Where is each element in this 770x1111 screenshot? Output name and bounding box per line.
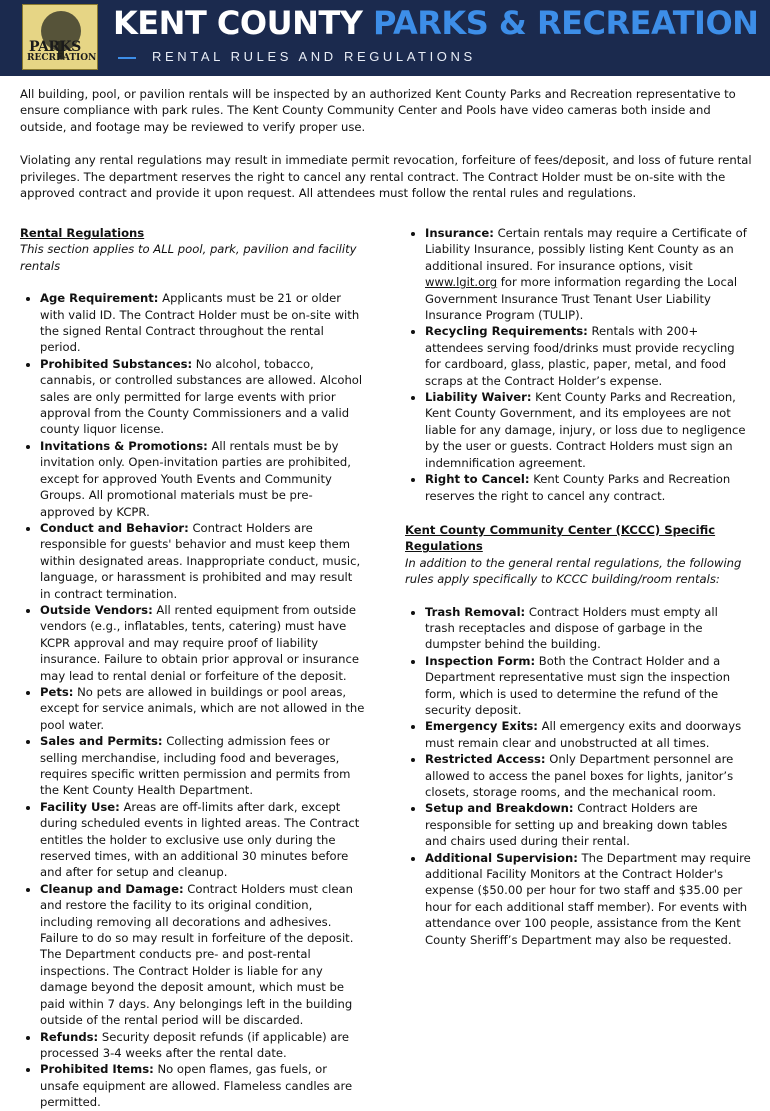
item-term: Facility Use: — [40, 799, 120, 814]
item-text: All emergency exits and doorways must remain clear and unobstructed at all times. — [425, 719, 742, 750]
rental-cont-item — [425, 323, 751, 389]
item-term: Cleanup and Damage: — [40, 881, 184, 896]
item-term: Sales and Permits: — [40, 734, 163, 749]
rental-item — [40, 356, 366, 438]
item-term: Liability Waiver: — [425, 390, 532, 405]
intro-section — [20, 86, 752, 218]
rental-cont-item — [425, 389, 751, 471]
kccc-item — [425, 604, 751, 653]
rental-regulations-note: This section applies to ALL pool, park, pavilion and facility rentals — [20, 242, 357, 273]
item-term: Setup and Breakdown: — [425, 801, 574, 816]
item-text: Contract Holders are responsible for setting up and breaking down tables and chairs used during their rental. — [425, 801, 728, 849]
item-term: Age Requirement: — [40, 291, 159, 306]
item-text: Rentals with 200+ attendees serving food/drinks must provide recycling for cardboard, glass, plastic, paper, metal, and food scraps at the Contract Holder’s expense. — [425, 324, 735, 388]
page-title — [113, 4, 758, 42]
item-term: Outside Vendors: — [40, 602, 153, 617]
rental-item — [40, 1061, 366, 1110]
rental-regulations-continued-list — [405, 225, 751, 323]
item-term: Trash Removal: — [425, 604, 526, 619]
subtitle-accent-line — [118, 57, 136, 59]
item-text: No alcohol, tobacco, cannabis, or controlled substances are allowed. Alcohol sales are only permitted for large events with prior approval from the County Commissioners and a valid county liquor license. — [40, 356, 363, 437]
item-text: Kent County Parks and Recreation, Kent County Government, and its employees are not liable for any damage, injury, or loss due to negligence by the user or guests. Contract Holders must sign an indemnification agreement. — [425, 390, 746, 470]
kccc-regulations-list — [405, 604, 751, 949]
rental-item — [40, 733, 366, 799]
item-text: Kent County Parks and Recreation reserves the right to cancel any contract. — [425, 472, 731, 503]
item-term: Recycling Requirements: — [425, 324, 588, 339]
item-term: Inspection Form: — [425, 653, 536, 668]
item-term: Prohibited Items: — [40, 1062, 154, 1077]
item-text: Collecting admission fees or selling merchandise, including food and beverages, requires specific written permission and permits from the Kent County Health Department. — [40, 734, 351, 798]
kccc-note: In addition to the general rental regulations, the following rules apply specifically to KCCC building/room rentals: — [405, 555, 742, 587]
item-text: Security deposit refunds (if applicable) are processed 3-4 weeks after the rental date. — [40, 1029, 350, 1060]
rental-item — [40, 1029, 366, 1062]
item-text: Applicants must be 21 or older with valid ID. The Contract Holder must be on-site with the signed Rental Contract throughout the rental period. — [40, 291, 360, 355]
item-term: Insurance: — [425, 226, 494, 240]
item-term: Restricted Access: — [425, 752, 546, 767]
kccc-item — [425, 653, 751, 719]
rental-item — [40, 438, 366, 520]
kccc-item — [425, 850, 751, 948]
item-text: for more information regarding the Local Government Insurance Trust Tenant User Liability Insurance Program (TULIP). — [425, 275, 738, 323]
item-term: Emergency Exits: — [425, 719, 538, 734]
rental-item — [40, 881, 366, 1029]
rental-regulations-list — [20, 290, 366, 1110]
item-text: Only Department personnel are allowed to access the panel boxes for lights, janitor’s closets, storage rooms, and the mechanical room. — [425, 752, 734, 799]
title-kent-county: KENT COUNTY — [113, 4, 363, 42]
item-text: Contract Holders must empty all trash receptacles and dispose of garbage in the dumpster behind the building. — [425, 604, 718, 652]
logo-text-recreation: RECREATION — [27, 53, 97, 63]
page-subtitle: RENTAL RULES AND REGULATIONS — [152, 49, 476, 64]
kccc-item — [425, 718, 751, 751]
logo-text-parks: PARKS — [29, 39, 81, 55]
rental-item — [40, 799, 366, 881]
item-term: Pets: — [40, 684, 74, 699]
item-text: Contract Holders must clean and restore the facility to its original condition, including removing all decorations and adhesives. Failure to do so may result in forfeiture of the deposit. The Department conducts pre- and post-rental inspections. The Contract Holder is liable for any damage beyond the deposit amount, which must be paid within 7 days. Any belongings left in the building outside of the rental period will be discarded. — [40, 881, 354, 1028]
item-term: Refunds: — [40, 1029, 99, 1044]
rental-regulations-heading: Rental Regulations — [20, 226, 145, 240]
item-term: Conduct and Behavior: — [40, 520, 189, 535]
item-text: Certain rentals may require a Certificate of Liability Insurance, possibly listing Kent County as an additional insured. For insurance options, visit — [425, 226, 747, 273]
item-text: No pets are allowed in buildings or pool areas, except for service animals, which are not allowed in the pool water. — [40, 684, 365, 732]
rental-item — [40, 520, 366, 602]
intro-paragraph-1: All building, pool, or pavilion rentals will be inspected by an authorized Kent County Parks and Recreation representative to ensure compliance with park rules. The Kent County Community Center and Pools have video cameras both inside and outside, and footage may be reviewed to verify proper use. — [20, 87, 736, 134]
item-text: No open flames, gas fuels, or unsafe equipment are allowed. Flameless candles are permitted. — [40, 1062, 353, 1110]
item-text: All rentals must be by invitation only. Open-invitation parties are prohibited, except for approved Youth Events and Community Groups. All promotional materials must be pre-approved by KCPR. — [40, 438, 351, 519]
rental-cont-item — [425, 471, 751, 504]
item-text: The Department may require additional Facility Monitors at the Contract Holder's expense ($50.00 per hour for two staff and $35.00 per hour for each additional staff member). For events with attendance over 100 people, assistance from the Kent County Sheriff’s Department may also be requested. — [425, 850, 751, 947]
header-banner — [0, 0, 770, 76]
rental-item — [40, 684, 366, 733]
right-column — [405, 225, 751, 948]
left-column — [20, 225, 366, 1111]
lgit-link[interactable]: www.lgit.org — [425, 275, 498, 290]
item-text: Both the Contract Holder and a Department representative must sign the inspection form, which is used to determine the refund of the security deposit. — [425, 653, 731, 717]
item-term: Right to Cancel: — [425, 472, 530, 487]
item-term: Invitations & Promotions: — [40, 438, 208, 453]
intro-paragraph-2: Violating any rental regulations may result in immediate permit revocation, forfeiture of fees/deposit, and loss of future rental privileges. The department reserves the right to cancel any rental contract. The Contract Holder must be on-site with the approved contract and provide it upon request. All attendees must follow the rental rules and regulations. — [20, 153, 752, 201]
rental-regulations-more-list — [405, 323, 751, 503]
title-parks-recreation: PARKS & RECREATION — [373, 4, 759, 42]
rental-item — [40, 290, 366, 356]
item-term: Prohibited Substances: — [40, 356, 193, 371]
item-term: Additional Supervision: — [425, 850, 578, 865]
kccc-item — [425, 751, 751, 800]
list-item-insurance — [425, 225, 751, 323]
kccc-item — [425, 800, 751, 849]
item-text: All rented equipment from outside vendors (e.g., inflatables, tents, catering) must have KCPR approval and may require proof of liability insurance. Failure to obtain prior approval or insurance may lead to rental denial or forfeiture of the deposit. — [40, 602, 359, 683]
item-text: Contract Holders are responsible for guests' behavior and must keep them within designated areas. Inappropriate conduct, music, language, or harassment is prohibited and may result in contract termination. — [40, 520, 361, 601]
item-text: Areas are off-limits after dark, except during scheduled events in lighted areas. The Contract entitles the holder to exclusive use only during the reserved times, with an additional 30 minutes before and after for setup and cleanup. — [40, 799, 360, 880]
parks-recreation-logo — [22, 4, 98, 70]
kccc-heading: Kent County Community Center (KCCC) Specific Regulations — [405, 522, 716, 554]
rental-item — [40, 602, 366, 684]
